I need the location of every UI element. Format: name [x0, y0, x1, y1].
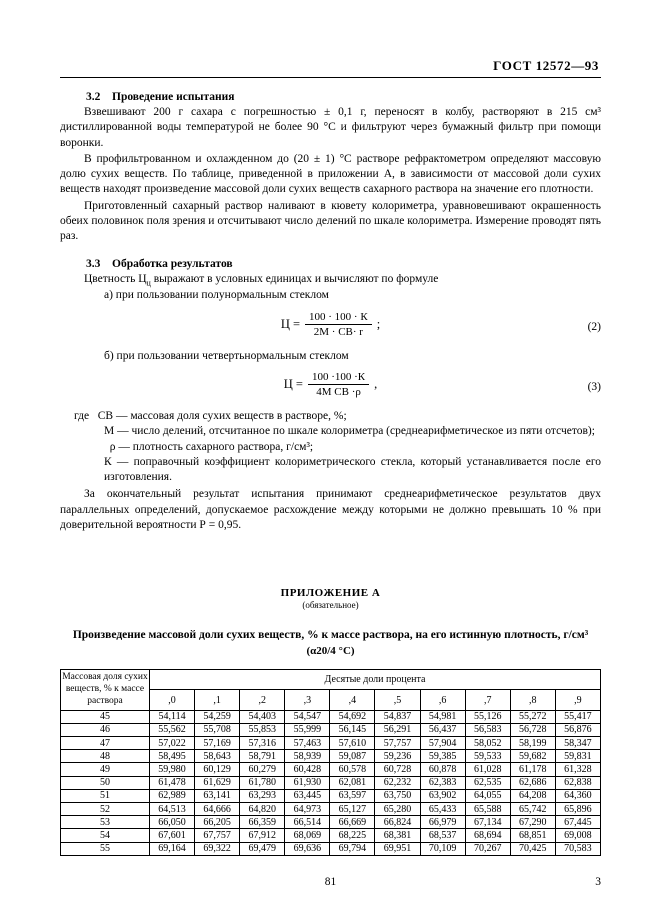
- table-row-label: 49: [61, 763, 150, 776]
- table-cell: 58,199: [510, 737, 555, 750]
- table-cell: 67,601: [150, 829, 195, 842]
- table-corner-header: Массовая доля сухих веществ, % к массе раствора: [61, 669, 150, 710]
- table-row: [61, 776, 601, 789]
- table-cell: 58,791: [240, 750, 285, 763]
- table-cell: 68,069: [285, 829, 330, 842]
- table-row-label: 55: [61, 842, 150, 855]
- formula-3: [60, 371, 601, 398]
- formula-3-tail: ,: [374, 377, 378, 392]
- table-cell: 66,359: [240, 816, 285, 829]
- table-cell: 59,236: [375, 750, 420, 763]
- table-row: [61, 829, 601, 842]
- table-cell: 58,495: [150, 750, 195, 763]
- definition-item-cb: [60, 409, 601, 424]
- formula-2-tail: ;: [376, 316, 381, 331]
- table-cell: 63,293: [240, 789, 285, 802]
- table-cell: 60,428: [285, 763, 330, 776]
- formula-3-lhs: Ц =: [283, 377, 303, 392]
- table-cell: 66,824: [375, 816, 420, 829]
- table-cell: 63,902: [420, 789, 465, 802]
- formula-2-block: [60, 311, 601, 345]
- table-cell: 61,028: [465, 763, 510, 776]
- table-cell: 59,682: [510, 750, 555, 763]
- table-cell: 68,694: [465, 829, 510, 842]
- table-col-header-9: ,9: [555, 689, 600, 710]
- table-cell: 54,114: [150, 710, 195, 723]
- standard-number-header: ГОСТ 12572—93: [60, 0, 601, 78]
- paragraph-3-2-1: Взвешивают 200 г сахара с погрешностью ± 0,1 г, переносят в колбу, растворяют в 215 см³ дистиллированной воды температурой не более 90 °С и фильтруют через бумажный фильтр при помощи воронки.: [60, 106, 601, 149]
- density-product-table: [60, 669, 601, 856]
- definition-symbol-k: К: [104, 455, 112, 468]
- table-cell: 69,636: [285, 842, 330, 855]
- section-number: 3.2: [86, 91, 101, 103]
- section-title: Проведение испытания: [112, 91, 235, 103]
- table-cell: 67,445: [555, 816, 600, 829]
- table-row-label: 53: [61, 816, 150, 829]
- table-cell: 57,316: [240, 737, 285, 750]
- paragraph-3-2-2: В профильтрованном и охлажденном до (20 ± 1) °С растворе рефрактометром определяют массовую долю сухих веществ. По таблице, приведенной в приложении А, в зависимости от массовой доли сухих веществ находят произведение массовой доли сухих веществ сахарного раствора на значение его плотности.: [60, 152, 601, 196]
- table-row-label: 46: [61, 723, 150, 736]
- paragraph-final-result: За окончательный результат испытания принимают среднеарифметическое результатов двух параллельных определений, допускаемое расхождение между которыми не должно превышать 10 % при доверительной вероятности Р = 0,95.: [60, 488, 601, 531]
- table-cell: 56,437: [420, 723, 465, 736]
- table-row: [61, 723, 601, 736]
- table-cell: 67,912: [240, 829, 285, 842]
- definition-text-k: поправочный коэффициент колориметрического стекла, который устанавливается после его изготовления.: [104, 455, 602, 484]
- table-cell: 67,134: [465, 816, 510, 829]
- footer-page-number-center: 81: [324, 876, 337, 888]
- section-number-3-3: 3.3: [86, 257, 101, 270]
- table-row: [61, 842, 601, 855]
- definition-dash-rho: —: [118, 440, 130, 453]
- table-row: [61, 802, 601, 815]
- table-cell: 64,820: [240, 802, 285, 815]
- table-cell: 54,837: [375, 710, 420, 723]
- table-cell: 55,126: [465, 710, 510, 723]
- symbol-definitions: [60, 409, 601, 485]
- table-cell: 58,643: [195, 750, 240, 763]
- table-cell: 61,629: [195, 776, 240, 789]
- table-cell: 57,610: [330, 737, 375, 750]
- table-cell: 56,583: [465, 723, 510, 736]
- table-cell: 70,583: [555, 842, 600, 855]
- formula-3-number: (3): [587, 381, 601, 394]
- table-col-header-3: ,3: [285, 689, 330, 710]
- table-cell: 60,129: [195, 763, 240, 776]
- table-cell: 66,669: [330, 816, 375, 829]
- table-cell: 64,360: [555, 789, 600, 802]
- table-cell: 58,052: [465, 737, 510, 750]
- paragraph-3-3-1: Цветность $Ц_ц$ выражают в условных единицах и вычисляют по формуле: [84, 272, 439, 287]
- table-cell: 66,205: [195, 816, 240, 829]
- table-cell: 63,750: [375, 789, 420, 802]
- table-row: [61, 763, 601, 776]
- formula-3-block: [60, 371, 601, 405]
- table-caption-line1: Произведение массовой доли сухих веществ, % к массе раствора, на его истинную плотность, г/см³: [72, 629, 589, 642]
- definition-dash-k: —: [116, 455, 129, 468]
- table-row: [61, 789, 601, 802]
- appendix-title: ПРИЛОЖЕНИЕ А: [280, 587, 381, 600]
- table-col-header-4: ,4: [330, 689, 375, 710]
- table-cell: 68,537: [420, 829, 465, 842]
- definition-symbol-m: М: [104, 425, 115, 438]
- table-cell: 69,008: [555, 829, 600, 842]
- table-cell: 55,272: [510, 710, 555, 723]
- table-cell: 63,597: [330, 789, 375, 802]
- definition-text-rho: плотность сахарного раствора, г/см³;: [132, 440, 314, 453]
- paragraph-3-2-3: Приготовленный сахарный раствор наливают в кювету колориметра, уравновешивают окрашенность обеих половинок поля зрения и отсчитывают число делений по шкале колориметра. Измерение проводят пять раз.: [60, 199, 601, 243]
- table-row-label: 45: [61, 710, 150, 723]
- table-col-header-8: ,8: [510, 689, 555, 710]
- table-row-label: 48: [61, 750, 150, 763]
- table-cell: 64,208: [510, 789, 555, 802]
- table-cell: 59,831: [555, 750, 600, 763]
- table-col-header-1: ,1: [195, 689, 240, 710]
- definition-text-m: число делений, отсчитанное по шкале колориметра (среднеарифметическое из пяти отсчетов);: [131, 425, 595, 438]
- table-cell: 69,322: [195, 842, 240, 855]
- table-cell: 69,951: [375, 842, 420, 855]
- table-row-label: 50: [61, 776, 150, 789]
- formula-2-lhs: Ц =: [280, 316, 301, 331]
- table-cell: 62,081: [330, 776, 375, 789]
- table-cell: 64,513: [150, 802, 195, 815]
- table-cell: 69,794: [330, 842, 375, 855]
- table-row: [61, 737, 601, 750]
- formula-case-a-label: а) при пользовании полунормальным стеклом: [104, 289, 329, 302]
- definition-symbol-cb: СВ: [97, 410, 114, 423]
- table-row-label: 52: [61, 802, 150, 815]
- table-group-header: Десятые доли процента: [150, 669, 601, 689]
- section-heading-3-2: [60, 91, 601, 103]
- formula-2-denominator: 2М · СВ· r: [313, 325, 363, 338]
- table-cell: 67,290: [510, 816, 555, 829]
- formula-3-denominator: 4М СВ ·ρ: [316, 386, 361, 399]
- table-cell: 59,385: [420, 750, 465, 763]
- formula-2-numerator: 100 · 100 · К: [305, 311, 372, 325]
- table-cell: 62,989: [150, 789, 195, 802]
- table-cell: 62,838: [555, 776, 600, 789]
- table-cell: 70,425: [510, 842, 555, 855]
- appendix-subtitle: (обязательное): [302, 600, 359, 611]
- definition-text-cb: массовая доля сухих веществ в растворе, %;: [130, 410, 347, 423]
- table-col-header-7: ,7: [465, 689, 510, 710]
- table-cell: 57,757: [375, 737, 420, 750]
- table-caption-line2: (α20/4 °С): [306, 644, 355, 657]
- table-cell: 65,588: [465, 802, 510, 815]
- formula-3-fraction: [308, 371, 369, 398]
- table-cell: 55,999: [285, 723, 330, 736]
- table-cell: 57,022: [150, 737, 195, 750]
- table-cell: 66,514: [285, 816, 330, 829]
- formula-3-numerator: 100 ·100 ·К: [308, 371, 369, 385]
- formula-2-fraction: [305, 311, 372, 338]
- table-cell: 69,164: [150, 842, 195, 855]
- section-heading-3-3: [60, 258, 601, 270]
- table-body: [61, 710, 601, 855]
- table-row: [61, 710, 601, 723]
- table-cell: 57,904: [420, 737, 465, 750]
- table-cell: 55,417: [555, 710, 600, 723]
- table-cell: 61,478: [150, 776, 195, 789]
- table-cell: 65,896: [555, 802, 600, 815]
- table-cell: 67,757: [195, 829, 240, 842]
- definition-item-m: [60, 424, 601, 439]
- page-footer: [60, 876, 601, 888]
- table-cell: 56,291: [375, 723, 420, 736]
- table-cell: 59,087: [330, 750, 375, 763]
- definition-item-rho: [60, 440, 601, 455]
- table-cell: 56,876: [555, 723, 600, 736]
- table-cell: 54,981: [420, 710, 465, 723]
- table-cell: 66,050: [150, 816, 195, 829]
- table-header-row-group: [61, 669, 601, 689]
- table-cell: 58,939: [285, 750, 330, 763]
- footer-page-number-right: 3: [595, 876, 601, 888]
- table-cell: 54,403: [240, 710, 285, 723]
- table-cell: 54,547: [285, 710, 330, 723]
- table-cell: 55,853: [240, 723, 285, 736]
- table-cell: 70,109: [420, 842, 465, 855]
- table-cell: 58,347: [555, 737, 600, 750]
- table-row: [61, 816, 601, 829]
- table-cell: 61,780: [240, 776, 285, 789]
- table-cell: 54,259: [195, 710, 240, 723]
- table-cell: 61,930: [285, 776, 330, 789]
- formula-case-b-label: б) при пользовании четвертьнормальным стеклом: [104, 349, 349, 362]
- table-col-header-6: ,6: [420, 689, 465, 710]
- table-cell: 60,578: [330, 763, 375, 776]
- definition-dash-m: —: [117, 425, 129, 438]
- table-cell: 55,562: [150, 723, 195, 736]
- where-label: где: [74, 410, 90, 423]
- table-cell: 65,127: [330, 802, 375, 815]
- definition-dash-cb: —: [115, 410, 128, 423]
- table-cell: 62,535: [465, 776, 510, 789]
- table-cell: 60,728: [375, 763, 420, 776]
- table-cell: 56,145: [330, 723, 375, 736]
- table-cell: 62,686: [510, 776, 555, 789]
- table-cell: 57,169: [195, 737, 240, 750]
- table-cell: 63,141: [195, 789, 240, 802]
- table-cell: 60,279: [240, 763, 285, 776]
- table-col-header-0: ,0: [150, 689, 195, 710]
- table-row-label: 51: [61, 789, 150, 802]
- table-cell: 68,851: [510, 829, 555, 842]
- table-cell: 65,742: [510, 802, 555, 815]
- table-cell: 57,463: [285, 737, 330, 750]
- table-cell: 65,280: [375, 802, 420, 815]
- table-cell: 62,232: [375, 776, 420, 789]
- table-cell: 56,728: [510, 723, 555, 736]
- table-cell: 65,433: [420, 802, 465, 815]
- table-cell: 62,383: [420, 776, 465, 789]
- table-cell: 59,980: [150, 763, 195, 776]
- table-col-header-5: ,5: [375, 689, 420, 710]
- table-cell: 60,878: [420, 763, 465, 776]
- formula-2: [60, 311, 601, 338]
- table-cell: 68,381: [375, 829, 420, 842]
- table-row: [61, 750, 601, 763]
- table-cell: 64,055: [465, 789, 510, 802]
- table-cell: 63,445: [285, 789, 330, 802]
- table-cell: 68,225: [330, 829, 375, 842]
- table-cell: 61,178: [510, 763, 555, 776]
- definition-item-k: [60, 455, 601, 486]
- table-caption: [60, 628, 601, 658]
- table-cell: 69,479: [240, 842, 285, 855]
- table-cell: 70,267: [465, 842, 510, 855]
- section-title-3-3: Обработка результатов: [112, 257, 233, 270]
- definition-symbol-rho: ρ: [109, 440, 116, 453]
- table-cell: 55,708: [195, 723, 240, 736]
- appendix-heading: [60, 587, 601, 610]
- table-cell: 61,328: [555, 763, 600, 776]
- table-cell: 66,979: [420, 816, 465, 829]
- table-cell: 64,666: [195, 802, 240, 815]
- table-cell: 64,973: [285, 802, 330, 815]
- table-cell: 59,533: [465, 750, 510, 763]
- table-row-label: 54: [61, 829, 150, 842]
- formula-2-number: (2): [587, 320, 601, 333]
- table-cell: 54,692: [330, 710, 375, 723]
- table-row-label: 47: [61, 737, 150, 750]
- table-col-header-2: ,2: [240, 689, 285, 710]
